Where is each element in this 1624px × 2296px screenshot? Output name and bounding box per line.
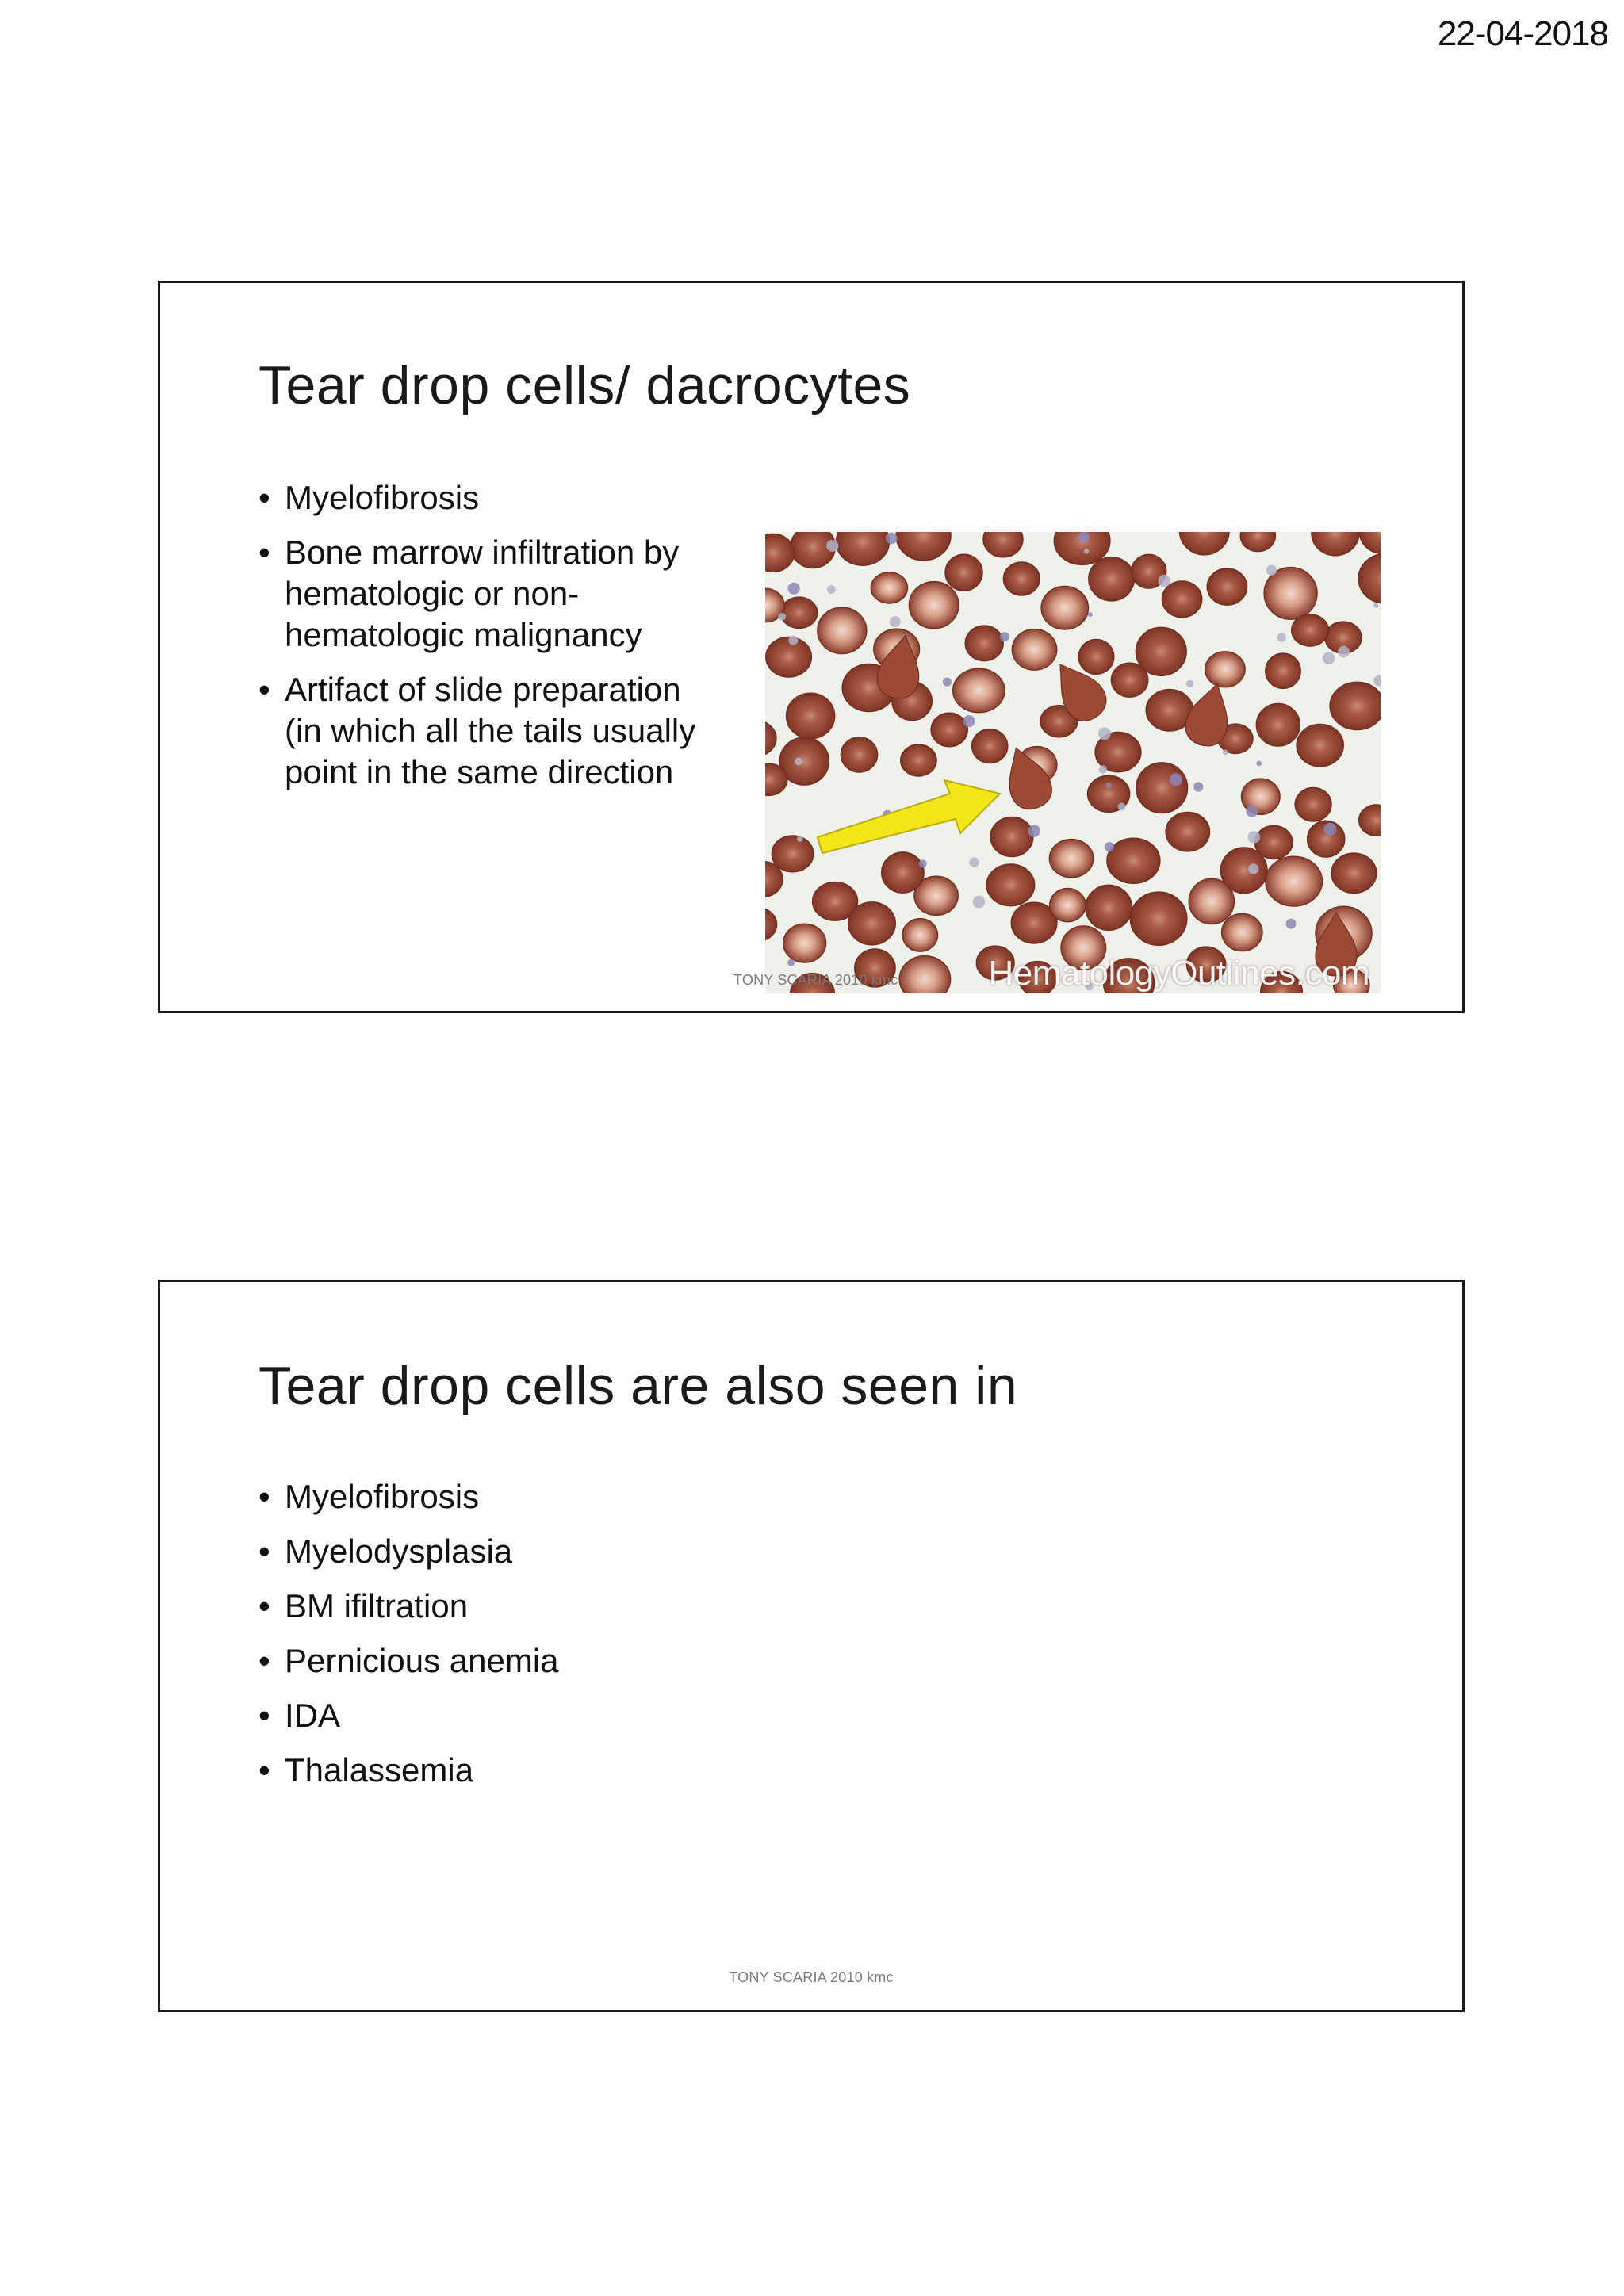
platelet: [1170, 773, 1182, 786]
image-watermark: HematologyOutlines.com: [988, 954, 1369, 993]
red-blood-cell: [1295, 787, 1331, 821]
slide-footer: TONY SCARIA 2010 kmc: [733, 972, 898, 988]
bullet-item: [259, 1695, 972, 1736]
red-blood-cell: [1111, 663, 1148, 697]
bullet-icon: •: [259, 479, 270, 516]
bullet-text: BM ifiltration: [285, 1587, 469, 1624]
red-blood-cell: [1041, 586, 1089, 629]
platelet: [1323, 652, 1335, 664]
platelet: [890, 616, 901, 627]
bullet-icon: •: [259, 1751, 270, 1789]
platelet: [1373, 603, 1378, 607]
platelet: [1223, 749, 1228, 755]
red-blood-cell: [1297, 724, 1343, 767]
red-blood-cell: [1222, 913, 1263, 951]
platelet: [788, 583, 800, 595]
bullet-item: [259, 1586, 972, 1627]
red-blood-cell: [1220, 848, 1267, 894]
platelet: [788, 636, 798, 645]
platelet: [1248, 831, 1261, 844]
red-blood-cell: [945, 554, 982, 591]
slide-title: Tear drop cells/ dacrocytes: [259, 355, 911, 415]
red-blood-cell: [1107, 838, 1160, 883]
platelet: [1266, 565, 1277, 576]
bullet-text: IDA: [285, 1697, 341, 1734]
red-blood-cell: [953, 668, 1005, 713]
blood-smear-image: [765, 532, 1381, 993]
platelet: [1158, 575, 1170, 587]
bullet-list: [259, 477, 703, 806]
red-blood-cell: [781, 597, 818, 629]
red-blood-cell: [1162, 581, 1202, 618]
bullet-text: Artifact of slide preparation (in which all the tails usually point in the same direction: [285, 671, 696, 790]
platelet: [919, 859, 927, 867]
bullet-item: [259, 1531, 972, 1572]
red-blood-cell: [986, 864, 1035, 906]
bullet-icon: •: [259, 534, 270, 571]
platelet: [963, 715, 975, 727]
bullet-item: [259, 669, 703, 793]
platelet: [1256, 761, 1262, 767]
red-blood-cell: [1292, 614, 1329, 646]
red-blood-cell: [1012, 629, 1057, 671]
platelet: [797, 836, 803, 842]
platelet: [943, 678, 952, 687]
bullet-icon: •: [259, 1642, 270, 1679]
platelet: [1028, 825, 1041, 837]
red-blood-cell: [909, 582, 959, 629]
red-blood-cell: [1207, 568, 1247, 605]
platelet: [1088, 612, 1093, 617]
slide-footer: TONY SCARIA 2010 kmc: [729, 1969, 894, 1985]
red-blood-cell: [1205, 652, 1246, 687]
bullet-text: Pernicious anemia: [285, 1642, 559, 1679]
red-blood-cell: [1078, 639, 1114, 674]
red-blood-cell: [1330, 682, 1381, 729]
platelet: [1246, 806, 1258, 817]
platelet: [969, 857, 979, 867]
platelet: [787, 959, 795, 966]
red-blood-cell: [772, 836, 814, 872]
platelet: [779, 613, 787, 621]
platelet: [1106, 783, 1112, 788]
red-blood-cell: [1049, 840, 1094, 878]
bullet-item: [259, 532, 703, 656]
red-blood-cell: [841, 737, 877, 772]
platelet: [827, 585, 836, 594]
red-blood-cell: [1266, 856, 1323, 906]
platelet: [1286, 919, 1297, 929]
platelet: [1084, 549, 1089, 553]
platelet: [886, 533, 898, 545]
red-blood-cell: [1166, 812, 1210, 851]
red-blood-cell: [882, 852, 925, 894]
red-blood-cell: [1003, 562, 1040, 595]
platelet: [1324, 823, 1337, 836]
platelet: [1186, 680, 1193, 687]
red-blood-cell: [1086, 885, 1132, 930]
bullet-icon: •: [259, 1478, 270, 1515]
bullet-text: Thalassemia: [285, 1751, 474, 1789]
red-blood-cell: [871, 572, 907, 603]
platelet: [1105, 842, 1114, 851]
red-blood-cell: [931, 713, 967, 747]
platelet: [1000, 632, 1009, 641]
red-blood-cell: [965, 626, 1003, 661]
bullet-text: Myelodysplasia: [285, 1533, 513, 1570]
platelet: [826, 540, 838, 552]
platelet: [1338, 646, 1350, 658]
platelet: [1248, 863, 1258, 874]
red-blood-cell: [786, 693, 834, 739]
red-blood-cell: [972, 729, 1008, 763]
slide-title: Tear drop cells are also seen in: [259, 1356, 1018, 1416]
red-blood-cell: [1050, 888, 1086, 921]
bullet-text: Bone marrow infiltration by hematologic or non-hematologic malignancy: [285, 534, 680, 653]
red-blood-cell: [1256, 703, 1300, 746]
bullet-item: [259, 1750, 972, 1791]
platelet: [1193, 782, 1203, 791]
slide-2: [158, 1280, 1465, 2012]
bullet-item: [259, 1476, 972, 1517]
bullet-text: Myelofibrosis: [285, 479, 480, 516]
red-blood-cell: [766, 637, 812, 677]
red-blood-cell: [902, 919, 938, 952]
red-blood-cell: [1130, 892, 1187, 945]
red-blood-cell: [901, 744, 937, 776]
bullet-icon: •: [259, 1697, 270, 1734]
bullet-list: [259, 1476, 972, 1804]
red-blood-cell: [1331, 853, 1377, 894]
red-blood-cell: [818, 607, 867, 654]
platelet: [973, 896, 986, 909]
bullet-icon: •: [259, 671, 270, 708]
slide-1: [158, 281, 1465, 1013]
platelet: [795, 757, 802, 765]
platelet: [1078, 532, 1090, 543]
platelet: [1277, 633, 1286, 641]
red-blood-cell: [1266, 653, 1301, 688]
red-blood-cell: [1089, 557, 1135, 601]
bullet-icon: •: [259, 1533, 270, 1570]
red-blood-cell: [848, 902, 896, 945]
bullet-icon: •: [259, 1587, 270, 1624]
red-blood-cell: [783, 924, 826, 962]
platelet: [1098, 727, 1111, 740]
page-date: 22-04-2018: [1437, 14, 1608, 53]
red-blood-cell: [1136, 763, 1188, 813]
bullet-text: Myelofibrosis: [285, 1478, 480, 1515]
bullet-item: [259, 1640, 972, 1682]
platelet: [1118, 803, 1126, 811]
platelet: [1099, 765, 1107, 773]
bullet-item: [259, 477, 703, 519]
red-blood-cell: [990, 817, 1033, 856]
